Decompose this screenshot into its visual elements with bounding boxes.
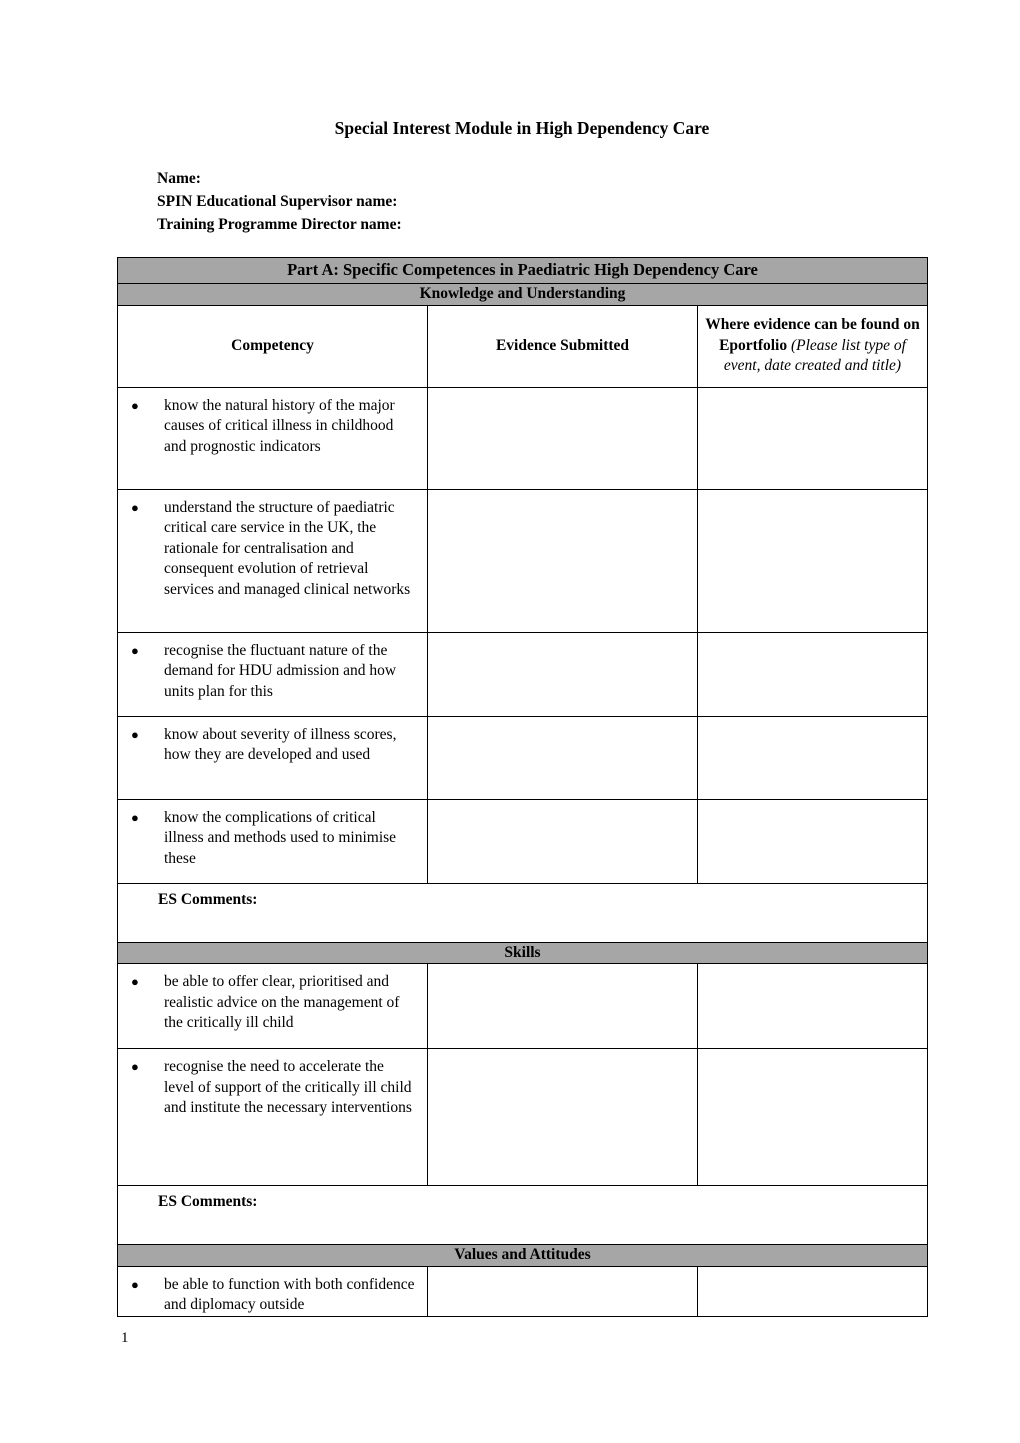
competency-text: be able to function with both confidence and diplomacy outside [164, 1275, 415, 1313]
competency-text: recognise the fluctuant nature of the demand for HDU admission and how units plan for this [164, 641, 397, 700]
eportfolio-cell[interactable] [698, 632, 928, 716]
part-a-header-row [118, 258, 928, 284]
header-fields [157, 168, 402, 237]
es-comments-row [118, 1186, 928, 1245]
values-section-header-row [118, 1245, 928, 1267]
column-header-evidence: Evidence Submitted [428, 305, 698, 387]
table-row [118, 964, 928, 1049]
es-comments-cell[interactable] [118, 1186, 928, 1245]
competency-text: know the natural history of the major causes of critical illness in childhood and prognostic indicators [164, 396, 395, 455]
es-comments-row [118, 883, 928, 942]
eportfolio-cell[interactable] [698, 964, 928, 1049]
evidence-cell[interactable] [428, 632, 698, 716]
eportfolio-cell[interactable] [698, 1266, 928, 1316]
skills-section-title: Skills [118, 942, 928, 964]
evidence-cell[interactable] [428, 964, 698, 1049]
competency-cell [118, 387, 428, 489]
es-comments-cell[interactable] [118, 883, 928, 942]
competency-cell [118, 1049, 428, 1186]
part-a-title: Part A: Specific Competences in Paediatric High Dependency Care [118, 258, 928, 284]
es-comments-label: ES Comments: [158, 1193, 258, 1210]
competency-cell [118, 489, 428, 632]
programme-director-label: Training Programme Director name: [157, 216, 402, 233]
knowledge-section-header-row [118, 284, 928, 306]
table-row [118, 1266, 928, 1316]
table-row [118, 1049, 928, 1186]
values-section-title: Values and Attitudes [118, 1245, 928, 1267]
eportfolio-cell[interactable] [698, 387, 928, 489]
name-label: Name: [157, 170, 201, 187]
eportfolio-header-bold: Where evidence can be found on Eportfolio [705, 316, 920, 354]
eportfolio-cell[interactable] [698, 799, 928, 883]
competency-text: understand the structure of paediatric critical care service in the UK, the rationale for centralisation and consequent evolution of retrieval services and managed clinical networks [164, 498, 411, 598]
competency-text: recognise the need to accelerate the level of support of the critically ill child and institute the necessary interventions [164, 1058, 412, 1116]
competency-cell [118, 799, 428, 883]
bullet-icon: ● [131, 974, 139, 989]
table-row [118, 632, 928, 716]
column-header-eportfolio [698, 305, 928, 387]
eportfolio-cell[interactable] [698, 489, 928, 632]
evidence-cell[interactable] [428, 489, 698, 632]
evidence-cell[interactable] [428, 716, 698, 799]
competency-text: be able to offer clear, prioritised and realistic advice on the management of the critically ill child [164, 973, 400, 1031]
eportfolio-cell[interactable] [698, 716, 928, 799]
es-comments-label: ES Comments: [158, 890, 258, 908]
eportfolio-header-note: (Please list type of event, date created and title) [723, 336, 906, 375]
evidence-cell[interactable] [428, 799, 698, 883]
competency-text: know about severity of illness scores, how they are developed and used [164, 725, 397, 763]
bullet-icon: ● [131, 499, 139, 515]
page-title: Special Interest Module in High Dependency Care [334, 118, 710, 138]
competency-text: know the complications of critical illness and methods used to minimise these [164, 808, 397, 867]
table-row [118, 716, 928, 799]
eportfolio-cell[interactable] [698, 1049, 928, 1186]
bullet-icon: ● [131, 642, 139, 658]
bullet-icon: ● [131, 1276, 139, 1292]
competency-cell [118, 1266, 428, 1316]
table-row [118, 799, 928, 883]
table-row [118, 489, 928, 632]
evidence-cell[interactable] [428, 1266, 698, 1316]
competency-cell [118, 632, 428, 716]
page-number: 1 [121, 1330, 129, 1346]
table-row [118, 387, 928, 489]
supervisor-name-label: SPIN Educational Supervisor name: [157, 193, 398, 210]
column-header-row [118, 305, 928, 387]
competency-cell [118, 964, 428, 1049]
column-header-competency: Competency [118, 305, 428, 387]
competency-cell [118, 716, 428, 799]
knowledge-section-title: Knowledge and Understanding [118, 284, 928, 306]
bullet-icon: ● [131, 809, 139, 825]
competency-table [117, 257, 928, 1317]
bullet-icon: ● [131, 1059, 139, 1074]
evidence-cell[interactable] [428, 1049, 698, 1186]
skills-section-header-row [118, 942, 928, 964]
bullet-icon: ● [131, 726, 139, 742]
bullet-icon: ● [131, 397, 139, 413]
evidence-cell[interactable] [428, 387, 698, 489]
